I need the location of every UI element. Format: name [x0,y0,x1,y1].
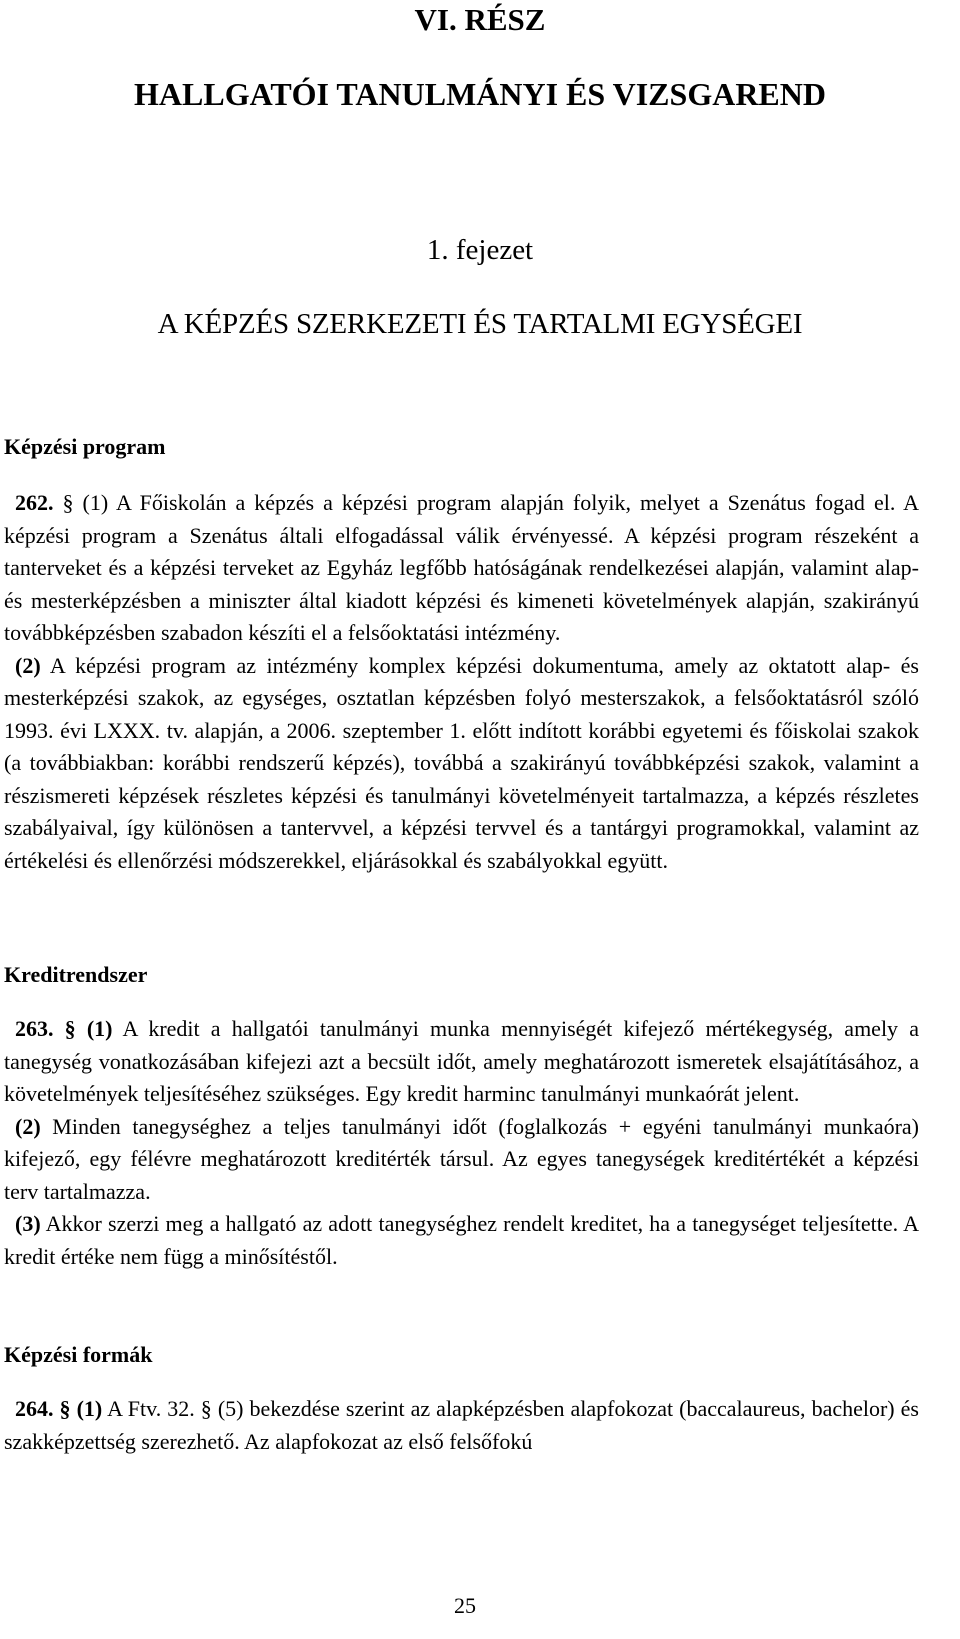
part-title: HALLGATÓI TANULMÁNYI ÉS VIZSGAREND [134,76,826,112]
section-title-kepzesi-program: Képzési program [4,434,166,459]
chapter-title: A KÉPZÉS SZERKEZETI ÉS TARTALMI EGYSÉGEI [157,308,803,340]
paragraph-263-3 [4,1208,919,1273]
paragraph-text: A Főiskolán a képzés a képzési program alapján folyik, melyet a Szenátus fogad el. A képzési program a Szenátus általi elfogadással válik érvényessé. A képzési program részeként a tanterveket és a képzési terveket az Egyház legfőbb hatóságának rendelkezései alapján, valamint alap- és mesterképzésben a miniszter által kiadott képzési és kimeneti követelmények alapján, szakirányú továbbképzésben szabadon készíti el a felsőoktatási intézmény. [4,490,919,645]
paragraph-subsection: § (1) [59,1396,103,1421]
section-title-kepzesi-formak: Képzési formák [4,1342,153,1367]
paragraph-subsection: (2) [15,1113,41,1139]
section-title-kreditrendszer: Kreditrendszer [4,962,148,987]
paragraph-number: 263. [15,1016,54,1041]
paragraph-262-2 [4,650,919,878]
page-number: 25 [454,1593,476,1618]
paragraph-text: A Ftv. 32. § (5) bekezdése szerint az alapképzésben alapfokozat (baccalaureus, bachelor) és szakképzettség szerezhető. Az alapfokozat az első felsőfokú [4,1396,919,1454]
section-body-kepzesi-formak [4,1393,919,1458]
section-body-kreditrendszer [4,1013,919,1273]
paragraph-subsection: (2) [15,652,41,678]
paragraph-262-1 [4,487,919,650]
paragraph-subsection: § (1) [64,1016,113,1041]
paragraph-subsection: § (1) [62,490,109,515]
paragraph-263-2 [4,1111,919,1209]
paragraph-number: 262. [15,490,54,515]
paragraph-264-1 [4,1393,919,1458]
paragraph-subsection: (3) [15,1211,41,1236]
paragraph-text: A képzési program az intézmény komplex képzési dokumentuma, amely az oktatott alap- és mesterképzési szakok, az egységes, osztatlan képzésben folyó mesterszakok, a felsőoktatásról szóló 1993. évi LXXX. tv. alapján, a 2006. szeptember 1. előtt indított korábbi egyetemi és főiskolai szakok (a továbbiakban: korábbi rendszerű képzés), továbbá a szakirányú továbbképzési szakok, valamint a részismereti képzések részletes képzési és tanulmányi követelményeit tartalmazza, a képzés részletes szabályaival, így különösen a tantervvel, a képzési tervvel és a tantárgyi programokkal, valamint az értékelési és ellenőrzési módszerekkel, eljárásokkal és szabályokkal együtt. [4,652,919,873]
paragraph-text: Akkor szerzi meg a hallgató az adott tanegységhez rendelt kreditet, ha a tanegységet teljesítette. A kredit értéke nem függ a minősítéstől. [4,1211,919,1269]
section-body-kepzesi-program [4,487,919,877]
paragraph-number: 264. [15,1396,54,1421]
paragraph-text: Minden tanegységhez a teljes tanulmányi időt (foglalkozás + egyéni tanulmányi munkaóra) kifejező, egy félévre meghatározott kreditérték társul. Az egyes tanegységek kreditértékét a képzési terv tartalmazza. [4,1113,920,1204]
part-number: VI. RÉSZ [414,2,546,37]
chapter-number: 1. fejezet [426,234,534,266]
paragraph-263-1 [4,1013,919,1111]
paragraph-text: A kredit a hallgatói tanulmányi munka mennyiségét kifejező mértékegység, amely a tanegység vonatkozásában kifejezi azt a becsült időt, amely meghatározott ismeretek elsajátításához, a követelmények teljesítéséhez szükséges. Egy kredit harminc tanulmányi munkaórát jelent. [4,1016,919,1106]
